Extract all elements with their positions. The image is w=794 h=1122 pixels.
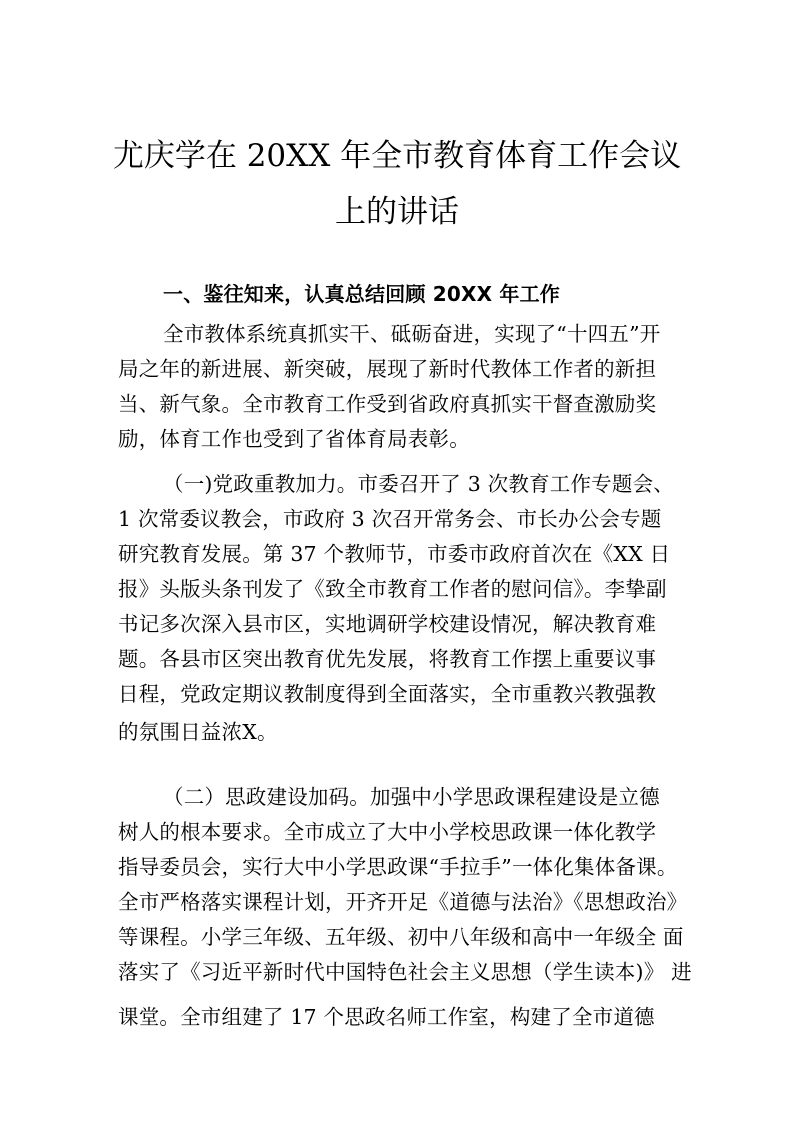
paragraph-line: 局之年的新进展、新突破，展现了新时代教体工作者的新担 <box>118 357 657 381</box>
paragraph-line: 书记多次深入县市区，实地调研学校建设情况，解决教育难 <box>118 612 657 636</box>
paragraph-line: 落实了《习近平新时代中国特色社会主义思想（学生读本)》 进 <box>118 960 692 984</box>
document-title-line-1: 尤庆学在 20XX 年全市教育体育工作会议 <box>112 138 682 174</box>
paragraph-line: 指导委员会，实行大中小学思政课“手拉手”一体化集体备课。 <box>118 855 678 879</box>
paragraph-line: （一)党政重教加力。市委召开了 3 次教育工作专题会、 <box>163 472 674 496</box>
paragraph-line: 树人的根本要求。全市成立了大中小学校思政课一体化教学 <box>118 820 657 844</box>
section-heading: 一、鉴往知来，认真总结回顾 20XX 年工作 <box>163 282 560 306</box>
paragraph-line: 1 次常委议教会，市政府 3 次召开常务会、市长办公会专题 <box>118 507 662 531</box>
paragraph-line: 等课程。小学三年级、五年级、初中八年级和高中一年级全 面 <box>118 925 684 949</box>
paragraph-line: 励，体育工作也受到了省体育局表彰。 <box>118 427 470 451</box>
document-title-line-2: 上的讲话 <box>335 194 459 230</box>
paragraph-line: 的氛围日益浓X。 <box>118 720 278 744</box>
paragraph-line: 全市教体系统真抓实干、砥砺奋进，实现了“十四五”开 <box>163 322 661 346</box>
paragraph-line: 全市严格落实课程计划，开齐开足《道德与法治》《思想政治》 <box>118 890 688 914</box>
paragraph-line: 报》头版头条刊发了《致全市教育工作者的慰问信》。李挚副 <box>118 577 667 601</box>
paragraph-line: 日程，党政定期议教制度得到全面落实，全市重教兴教强教 <box>118 682 657 706</box>
paragraph-line: 研究教育发展。第 37 个教师节，市委市政府首次在《XX 日 <box>118 542 671 566</box>
paragraph-line: 当、新气象。全市教育工作受到省政府真抓实干督查激励奖 <box>118 392 657 416</box>
paragraph-line: 题。各县市区突出教育优先发展，将教育工作摆上重要议事 <box>118 647 657 671</box>
paragraph-line: （二）思政建设加码。加强中小学思政课程建设是立德 <box>163 785 660 809</box>
paragraph-line: 课堂。全市组建了 17 个思政名师工作室，构建了全市道德 <box>118 1005 655 1029</box>
